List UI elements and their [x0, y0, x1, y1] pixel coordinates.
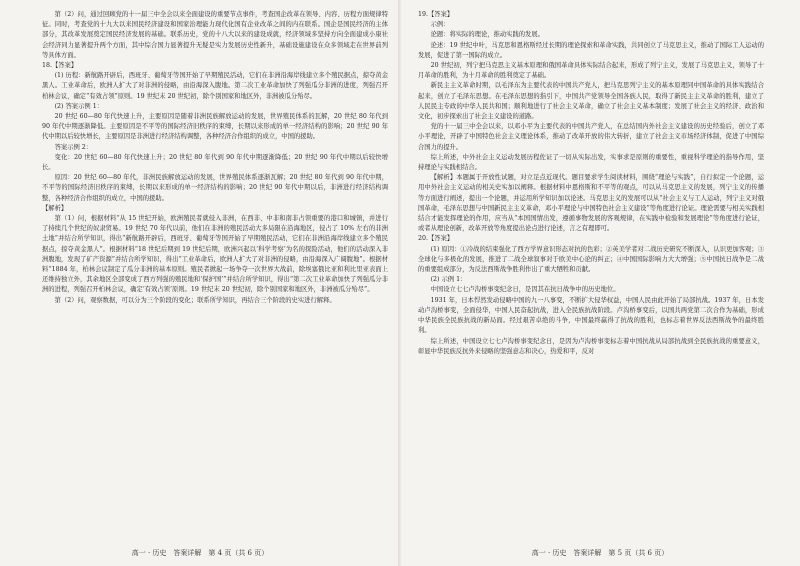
paragraph: (2) 示例 1： — [430, 276, 467, 284]
answer-heading-20: 20.【答案】 — [418, 235, 454, 243]
analysis-heading: 【解析】 — [42, 204, 68, 212]
paragraph: 第（2）问，通过回顾党的十一届三中全会以来全面建设的重要节点事件，考查国企改革在领导、内容、历程方面规律特征。同时，考查党的十九大以来国民经济建设和国家治理能力现代化国有企业改革之间的内在联系。国企是国民经济的主体部分，其改革发展奠定国民经济发展的基础。联系历史，党的十八大以来的建设成就，经济领域多坚持方向全面建成小康社会经济同力显著提升两个方面，其中综合国力显著提升无疑是实力发展历史性新升，基础设施建设在众多领域走在世界前列等具体方面。 — [42, 11, 388, 59]
paragraph: 新民主主义革命时期，以毛泽东为主要代表的中国共产党人，把马克思列宁主义的基本原理同中国革命的具体实践结合起来，创立了毛泽东思想。在毛泽东思想的指引下，中国共产党领导全国各族人民，取得了新民主主义革命的胜利，建立了人民民主专政的中华人民共和国；顺利地进行了社会主义革命，确立了社会主义基本制度；发展了社会主义的经济、政治和文化，初步探索出了社会主义建设的道路。 — [418, 82, 764, 121]
answer-heading-19: 19.【答案】 — [418, 11, 454, 18]
page-footer: 高一 · 历史 答案详解 第 5 页（共 6 页） — [531, 549, 669, 557]
paragraph: 1931 年，日本悍然发动侵略中国的九一八事变，不断扩大侵华权益，中国人民由此开始了局部抗战。1937 年，日本发动卢沟桥事变，全面侵华，中国人民奋起抗战，进入全民族抗战阶段。卢沟桥事变后，以国共两党第二次合作为基础，形成中华民族全民族抗战的新局面。经过艰苦卓绝的斗争，中国最终赢得了抗战的胜利，也标志着世界反法西斯战争的最终胜利。 — [418, 296, 764, 335]
paragraph: 综上所述，中国设立七七卢沟桥事变纪念日，是因为卢沟桥事变标志着中国抗战从局部抗战到全民族抗战的重要意义，彰显中华民族反抗外来侵略的坚强意志和决心，热爱和平，反对 — [418, 337, 764, 355]
paragraph: 20 世纪初，列宁把马克思主义基本原理和俄国革命具体实际结合起来，形成了列宁主义，发展了马克思主义，领导了十月革命的胜利，为十月革命的胜利奠定了基础。 — [418, 62, 764, 80]
paragraph: 【解析】本题属于开放性试题，对立足点近现代。题目要求学生阅读材料，围绕“理论与实践”，自行拟定一个论题，运用中外社会主义运动的相关史实加以阐释。根据材料中恩格斯和不平等的观点，可以从马克思主义的发展，列宁主义的传播等方面进行阐述，提出一个论题，并运用所学知识加以论述。马克思主义的发展可以从“社会主义与工人运动，列宁主义对俄国革命，毛泽东思想与中国新民主主义革命，邓小平理论与中国特色社会主义建设”等角度进行论证。理论需要与相关实践相结合才能发挥理论的作用，应当从“本国国情出发，遵循事物发展的客观规律，在实践中检验和发展理论”等角度进行论证，或者从理论创新，改革开放等角度提出论点进行论述，言之有理即可。 — [418, 174, 764, 233]
paragraph: 论述：19 世纪中叶，马克思和恩格斯经过长期的理论探索和革命实践，共同创立了马克思主义，推动了国际工人运动的发展，促进了第一国际的成立。 — [418, 41, 764, 59]
paragraph: 示例： — [430, 21, 450, 29]
paragraph: 原因：20 世纪 60—80 年代，非洲民族解放运动的发展，世界殖民体系逐渐瓦解；20 世纪 80 年代到 90 年代中期，不平等的国际经济旧秩序的束缚，长期以来形成的单一经济结构的影响；20 世纪 90 年代中期以后，非洲进行经济结构调整，各种经济合作组织的成立，中国的援助。 — [42, 174, 388, 202]
paragraph: 变化：20 世纪 60—80 年代快速上升；20 世纪 80 年代到 90 年代中期逐渐降低；20 世纪 90 年代中期以后较快增长。 — [42, 153, 388, 172]
paragraph: (1) 历程：新航路开辟后，西班牙、葡萄牙等国开始了早期殖民活动，它们在非洲沿海岸线建立多个殖民据点，掠夺黄金黑人。工业革命后，欧洲人扩大了对非洲的侵略，由沿海深入腹地。第二次工业革命加快了列强瓜分非洲的进度，列强召开柏林会议，确定“有效占领”原则。19 世纪末 20 世纪初，除个别国家和地区外，非洲被瓜分殆尽。 — [42, 72, 388, 100]
page-footer: 高一 · 历史 答案详解 第 4 页（共 6 页） — [131, 549, 269, 557]
paragraph: 答案示例 2： — [54, 143, 93, 151]
right-page — [400, 0, 800, 566]
paragraph: 20 世纪 60—80 年代快速上升，主要原因是随着非洲民族解放运动的发展，世界殖民体系的瓦解，20 世纪 80 年代到 90 年代中期逐渐降低。主要原因是不平等的国际经济旧秩序的束缚，长期以来形成的单一经济结构的影响；20 世纪 90 年代中期以后较快增长，主要原因是非洲进行经济结构调整，各种经济合作组织的成立，中国的援助。 — [42, 113, 388, 141]
paragraph: 第（2）问，观察数据，可以分为三个阶段的变化；联系所学知识，再结合三个阶段的史实进行解释。 — [54, 296, 336, 304]
paragraph: 第（1）问，根据材料“从 15 世纪开始，欧洲殖民者就侵入非洲，在西非、中非和南非占领重要的港口和城镇，并进行了持续几个世纪的奴隶贸易。19 世纪 70 年代以前，他们在非洲的殖民活动大多局限在沿海地区，侵占了 10% 左右的非洲土地”并结合所学知识，得出“新航路开辟后，西班牙、葡萄牙等国开始了早期殖民活动，它们在非洲沿海岸线建立多个殖民据点，掠夺黄金黑人”。根据材料“18 世纪后期到 19 世纪后期，欧洲兴起以‘科学考察’为名的探险活动，他们的活动深入非洲腹地，发现了矿产资源”并结合所学知识，得出“工业革命后，欧洲人扩大了对非洲的侵略，由沿海深入广阔腹地”。根据材料“1884 年，柏林会议制定了瓜分非洲的基本原则。殖民者掀起一场争夺一次世界大战前，除埃塞俄比亚和利比里亚表面上还维持独立外，其余地区全部变成了西方列强的殖民地和‘保护国’”并结合所学知识，得出“第二次工业革命加快了列强瓜分非洲的进程，列强召开柏林会议，确定‘有效占领’原则。19 世纪末 20 世纪初，除个别国家和地区外，非洲被瓜分殆尽”。 — [42, 215, 388, 294]
answer-heading-18: 18.【答案】 — [42, 62, 78, 70]
paragraph: (1) 原因：①冷战的结束强化了西方学界意识形态对抗的色彩；②英美学者对二战历史研究不断深入，认识更加客观；③全球化与多极化的发展，推进了二战全球叙事对于欧美中心论的纠正；④中国国际影响力大大增强；⑤中国抗日战争是二战的重要组成部分，为反法西斯战争胜利作出了重大牺牲和贡献。 — [418, 245, 764, 274]
paragraph: 中国设立七七卢沟桥事变纪念日，是因其在抗日战争中的历史地位。 — [430, 286, 620, 294]
paragraph: 论题：将实际的理论，推动实践的发展。 — [430, 31, 544, 39]
paragraph: 综上所述，中外社会主义运动发展历程佐证了一切从实际出发，实事求是原则的重要性，重视科学理论的指导作用，坚持理论与实践相结合。 — [418, 153, 764, 172]
paragraph: (2) 答案示例 1： — [54, 102, 104, 110]
paragraph: 党的十一届三中全会以来，以邓小平为主要代表的中国共产党人，在总结国内外社会主义建设的历史经验后，创立了邓小平理论，开辟了中国特色社会主义理论体系，推动了改革开放的伟大转折，建立了社会主义市场经济体制，促进了中国综合国力的提升。 — [418, 123, 764, 151]
